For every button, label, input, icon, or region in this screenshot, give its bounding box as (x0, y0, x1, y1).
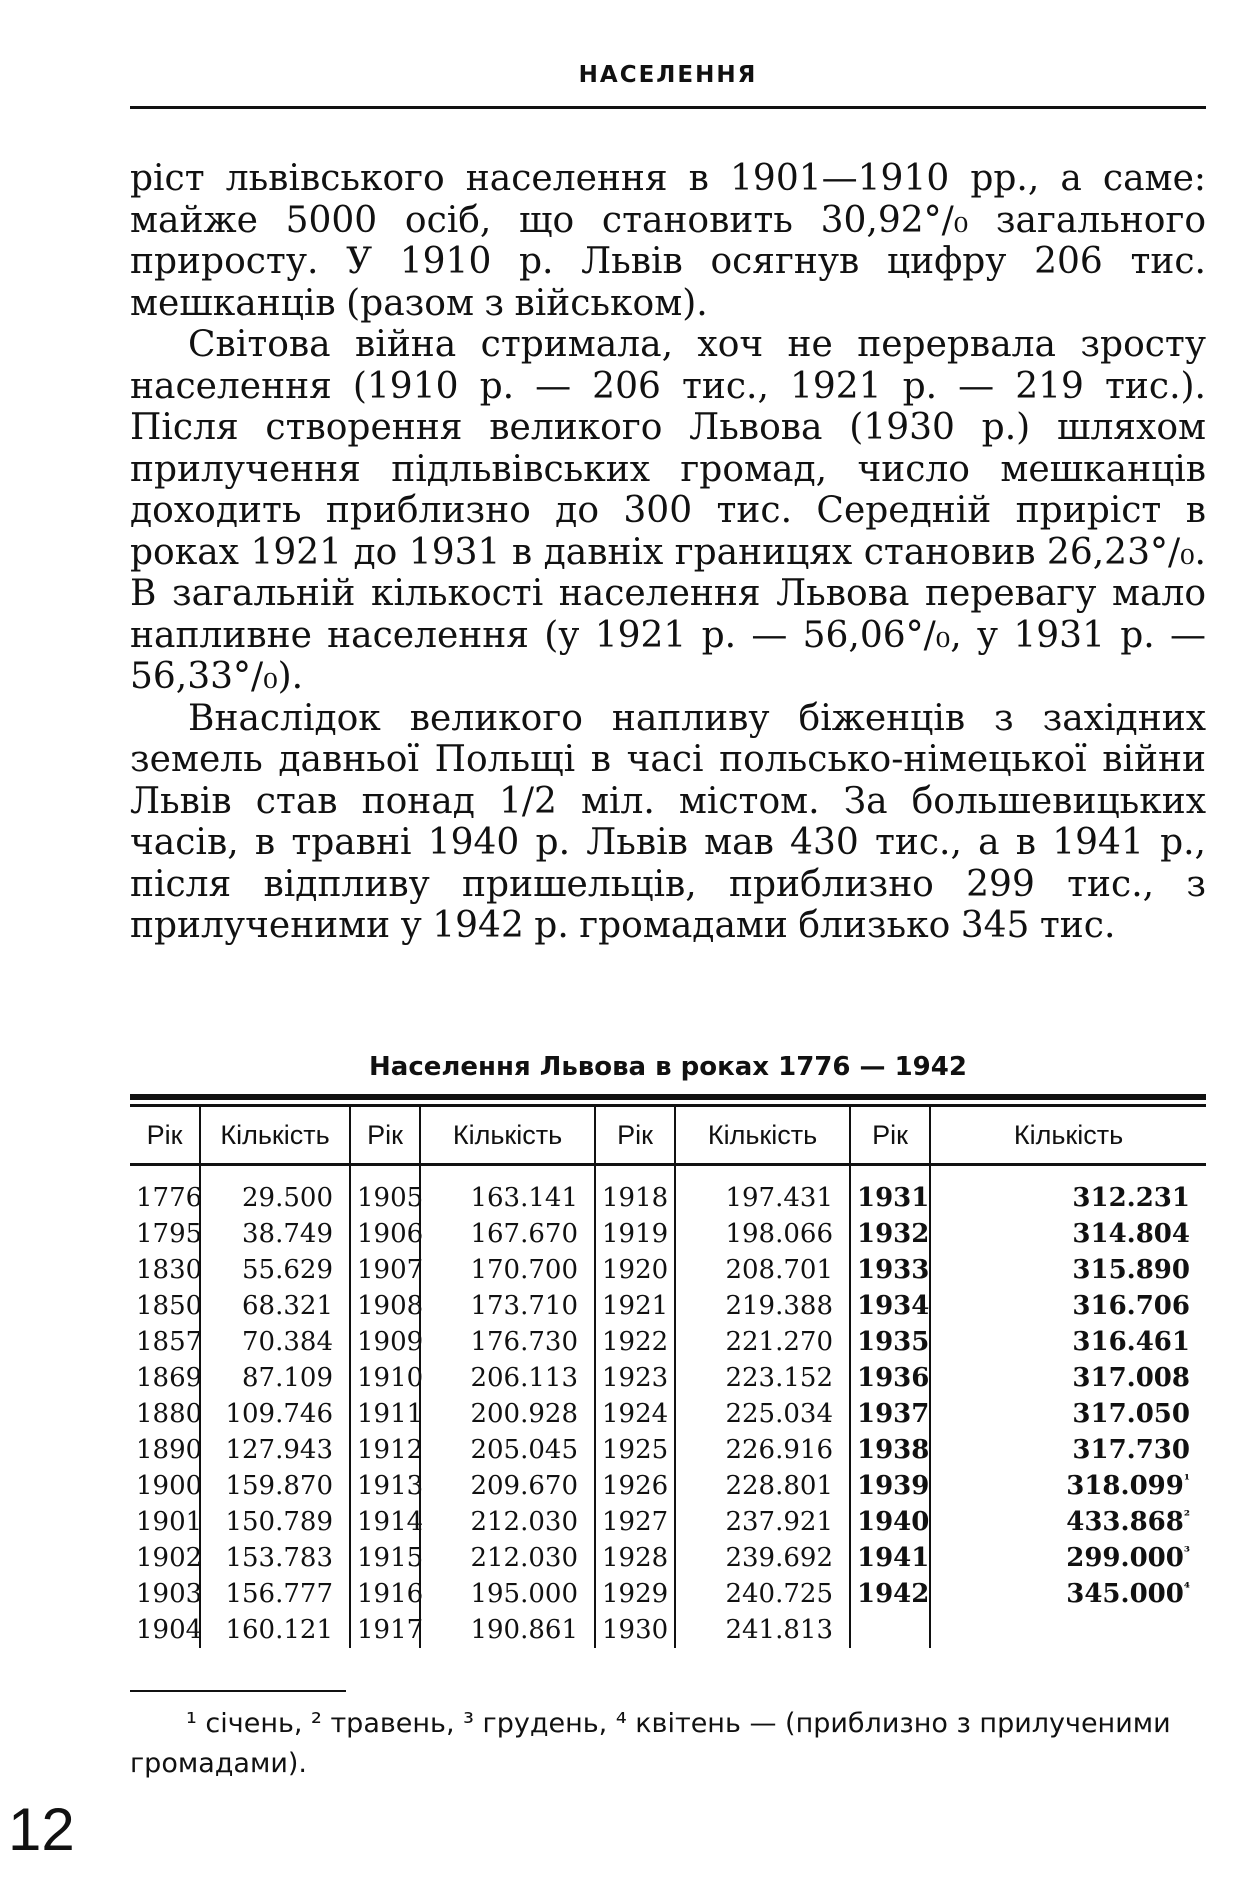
count-cell: 315.890 (930, 1252, 1206, 1288)
table-spacer-row (130, 1165, 1206, 1181)
count-cell: 68.321 (200, 1288, 350, 1324)
count-cell: 156.777 (200, 1576, 350, 1612)
count-cell: 241.813 (675, 1612, 850, 1648)
year-cell: 1795 (136, 1219, 203, 1249)
count-cell: 206.113 (420, 1360, 595, 1396)
table-row (130, 1612, 1206, 1648)
count-cell: $433.868^{^2}$ (930, 1504, 1206, 1540)
count-cell (930, 1612, 1206, 1648)
count-cell: 314.804 (930, 1216, 1206, 1252)
year-cell: 1931 (850, 1180, 930, 1216)
table-row (130, 1216, 1206, 1252)
year-cell: 1907 (350, 1252, 420, 1288)
count-cell: 225.034 (675, 1396, 850, 1432)
table-row (130, 1252, 1206, 1288)
body-text (130, 158, 1206, 947)
col-header-count-1: Кількість (200, 1107, 350, 1165)
table-row (130, 1504, 1206, 1540)
year-cell: 1902 (136, 1543, 203, 1573)
year-cell: 1915 (350, 1540, 420, 1576)
count-cell: 160.121 (200, 1612, 350, 1648)
count-cell: 163.141 (420, 1180, 595, 1216)
year-cell: 1919 (595, 1216, 675, 1252)
count-cell: 176.730 (420, 1324, 595, 1360)
count-cell: 223.152 (675, 1360, 850, 1396)
col-header-count-4: Кількість (930, 1107, 1206, 1165)
year-cell: 1937 (850, 1396, 930, 1432)
count-cell: 29.500 (200, 1180, 350, 1216)
year-cell: 1933 (850, 1252, 930, 1288)
count-cell: $318.099^{^1}$ (930, 1468, 1206, 1504)
count-cell: 205.045 (420, 1432, 595, 1468)
year-cell: 1911 (350, 1396, 420, 1432)
table-row (130, 1396, 1206, 1432)
count-cell: 190.861 (420, 1612, 595, 1648)
table-title: Населення Львова в роках 1776 — 1942 (369, 1052, 967, 1082)
year-cell: 1909 (350, 1324, 420, 1360)
table-header-row (130, 1107, 1206, 1165)
count-cell: $299.000^{^3}$ (930, 1540, 1206, 1576)
population-table-wrapper (130, 1094, 1206, 1648)
count-cell: 38.749 (200, 1216, 350, 1252)
year-cell: 1932 (850, 1216, 930, 1252)
year-cell (850, 1612, 930, 1648)
year-cell: 1905 (350, 1180, 420, 1216)
year-cell: 1918 (595, 1180, 675, 1216)
count-cell: 219.388 (675, 1288, 850, 1324)
count-cell: 212.030 (420, 1540, 595, 1576)
col-header-year-1: Рік (130, 1107, 200, 1165)
table-row (130, 1360, 1206, 1396)
year-cell: 1927 (595, 1504, 675, 1540)
year-cell: 1857 (136, 1327, 203, 1357)
year-cell: 1900 (136, 1471, 203, 1501)
year-cell: 1928 (595, 1540, 675, 1576)
count-cell: 87.109 (200, 1360, 350, 1396)
table-row (130, 1576, 1206, 1612)
year-cell: 1776 (136, 1183, 203, 1213)
year-cell: 1940 (850, 1504, 930, 1540)
footnote-mark: ² (1183, 1508, 1190, 1525)
year-cell: 1906 (350, 1216, 420, 1252)
population-table (130, 1107, 1206, 1648)
year-cell: 1942 (850, 1576, 930, 1612)
footnote-mark: ⁴ (1183, 1580, 1190, 1597)
count-cell: 173.710 (420, 1288, 595, 1324)
paragraph-1: ріст львівського населення в 1901—1910 рр., а саме: майже 5000 осіб, що становить 30,92°/₀ загального приросту. У 1910 р. Львів осягнув цифру 206 тис. мешканців (разом з військом). (130, 158, 1206, 324)
count-cell: 198.066 (675, 1216, 850, 1252)
table-row (130, 1324, 1206, 1360)
count-cell: 228.801 (675, 1468, 850, 1504)
year-cell: 1923 (595, 1360, 675, 1396)
table-row (130, 1432, 1206, 1468)
year-cell: 1890 (136, 1435, 203, 1465)
table-row (130, 1540, 1206, 1576)
year-cell: 1924 (595, 1396, 675, 1432)
col-header-year-3: Рік (595, 1107, 675, 1165)
count-cell: $345.000^{^4}$ (930, 1576, 1206, 1612)
count-cell: 200.928 (420, 1396, 595, 1432)
col-header-year-2: Рік (350, 1107, 420, 1165)
count-cell: 209.670 (420, 1468, 595, 1504)
year-cell: 1830 (136, 1255, 203, 1285)
table-row (130, 1288, 1206, 1324)
count-cell: 150.789 (200, 1504, 350, 1540)
year-cell: 1925 (595, 1432, 675, 1468)
count-cell: 212.030 (420, 1504, 595, 1540)
year-cell: 1903 (136, 1579, 203, 1609)
count-cell: 221.270 (675, 1324, 850, 1360)
year-cell: 1939 (850, 1468, 930, 1504)
year-cell: 1929 (595, 1576, 675, 1612)
year-cell: 1922 (595, 1324, 675, 1360)
year-cell: 1910 (350, 1360, 420, 1396)
year-cell: 1926 (595, 1468, 675, 1504)
col-header-count-3: Кількість (675, 1107, 850, 1165)
year-cell: 1930 (595, 1612, 675, 1648)
paragraph-3: Внаслідок великого напливу біженців з західних земель давньої Польщі в часі польсько-німецької війни Львів став понад 1/2 міл. містом. За большевицьких часів, в травні 1940 р. Львів мав 430 тис., а в 1941 р., після відпливу пришельців, приблизно 299 тис., з прилученими у 1942 р. громадами близько 345 тис. (130, 697, 1206, 946)
year-cell: 1936 (850, 1360, 930, 1396)
year-cell: 1880 (136, 1399, 203, 1429)
count-cell: 316.706 (930, 1288, 1206, 1324)
table-row (130, 1468, 1206, 1504)
count-cell: 127.943 (200, 1432, 350, 1468)
count-cell: 70.384 (200, 1324, 350, 1360)
footnote-rule (130, 1690, 346, 1692)
count-cell: 153.783 (200, 1540, 350, 1576)
year-cell: 1850 (136, 1291, 203, 1321)
footnote-mark: ³ (1183, 1544, 1190, 1561)
year-cell: 1916 (350, 1576, 420, 1612)
count-cell: 159.870 (200, 1468, 350, 1504)
year-cell: 1914 (350, 1504, 420, 1540)
year-cell: 1913 (350, 1468, 420, 1504)
count-cell: 208.701 (675, 1252, 850, 1288)
year-cell: 1904 (136, 1615, 203, 1645)
count-cell: 312.231 (930, 1180, 1206, 1216)
count-cell: 317.008 (930, 1360, 1206, 1396)
year-cell: 1912 (350, 1432, 420, 1468)
year-cell: 1917 (350, 1612, 420, 1648)
running-title: НАСЕЛЕННЯ (578, 62, 758, 88)
table-row (130, 1180, 1206, 1216)
col-header-count-2: Кількість (420, 1107, 595, 1165)
year-cell: 1920 (595, 1252, 675, 1288)
year-cell: 1921 (595, 1288, 675, 1324)
count-cell: 197.431 (675, 1180, 850, 1216)
count-cell: 317.730 (930, 1432, 1206, 1468)
year-cell: 1869 (136, 1363, 203, 1393)
count-cell: 316.461 (930, 1324, 1206, 1360)
page-number: 12 (8, 1796, 75, 1863)
year-cell: 1941 (850, 1540, 930, 1576)
header-rule (130, 106, 1206, 109)
count-cell: 317.050 (930, 1396, 1206, 1432)
table-body (130, 1165, 1206, 1649)
footnote: ¹ січень, ² травень, ³ грудень, ⁴ квітень — (приблизно з прилученими громадами). (130, 1708, 1171, 1779)
count-cell: 55.629 (200, 1252, 350, 1288)
count-cell: 195.000 (420, 1576, 595, 1612)
col-header-year-4: Рік (850, 1107, 930, 1165)
count-cell: 239.692 (675, 1540, 850, 1576)
count-cell: 240.725 (675, 1576, 850, 1612)
year-cell: 1901 (136, 1507, 203, 1537)
footnote-mark: ¹ (1183, 1472, 1190, 1489)
paragraph-2: Світова війна стримала, хоч не перервала зросту населення (1910 р. — 206 тис., 1921 р. — 219 тис.). Після створення великого Львова (1930 р.) шляхом прилучення підльвівських громад, число мешканців доходить приблизно до 300 тис. Середній приріст в роках 1921 до 1931 в давніх границях становив 26,23°/₀. В загальній кількості населення Львова перевагу мало напливне населення (у 1921 р. — 56,06°/₀, у 1931 р. — 56,33°/₀). (130, 324, 1206, 697)
year-cell: 1908 (350, 1288, 420, 1324)
year-cell: 1934 (850, 1288, 930, 1324)
count-cell: 226.916 (675, 1432, 850, 1468)
count-cell: 167.670 (420, 1216, 595, 1252)
count-cell: 170.700 (420, 1252, 595, 1288)
count-cell: 237.921 (675, 1504, 850, 1540)
count-cell: 109.746 (200, 1396, 350, 1432)
table-top-rule (130, 1094, 1206, 1100)
year-cell: 1935 (850, 1324, 930, 1360)
year-cell: 1938 (850, 1432, 930, 1468)
